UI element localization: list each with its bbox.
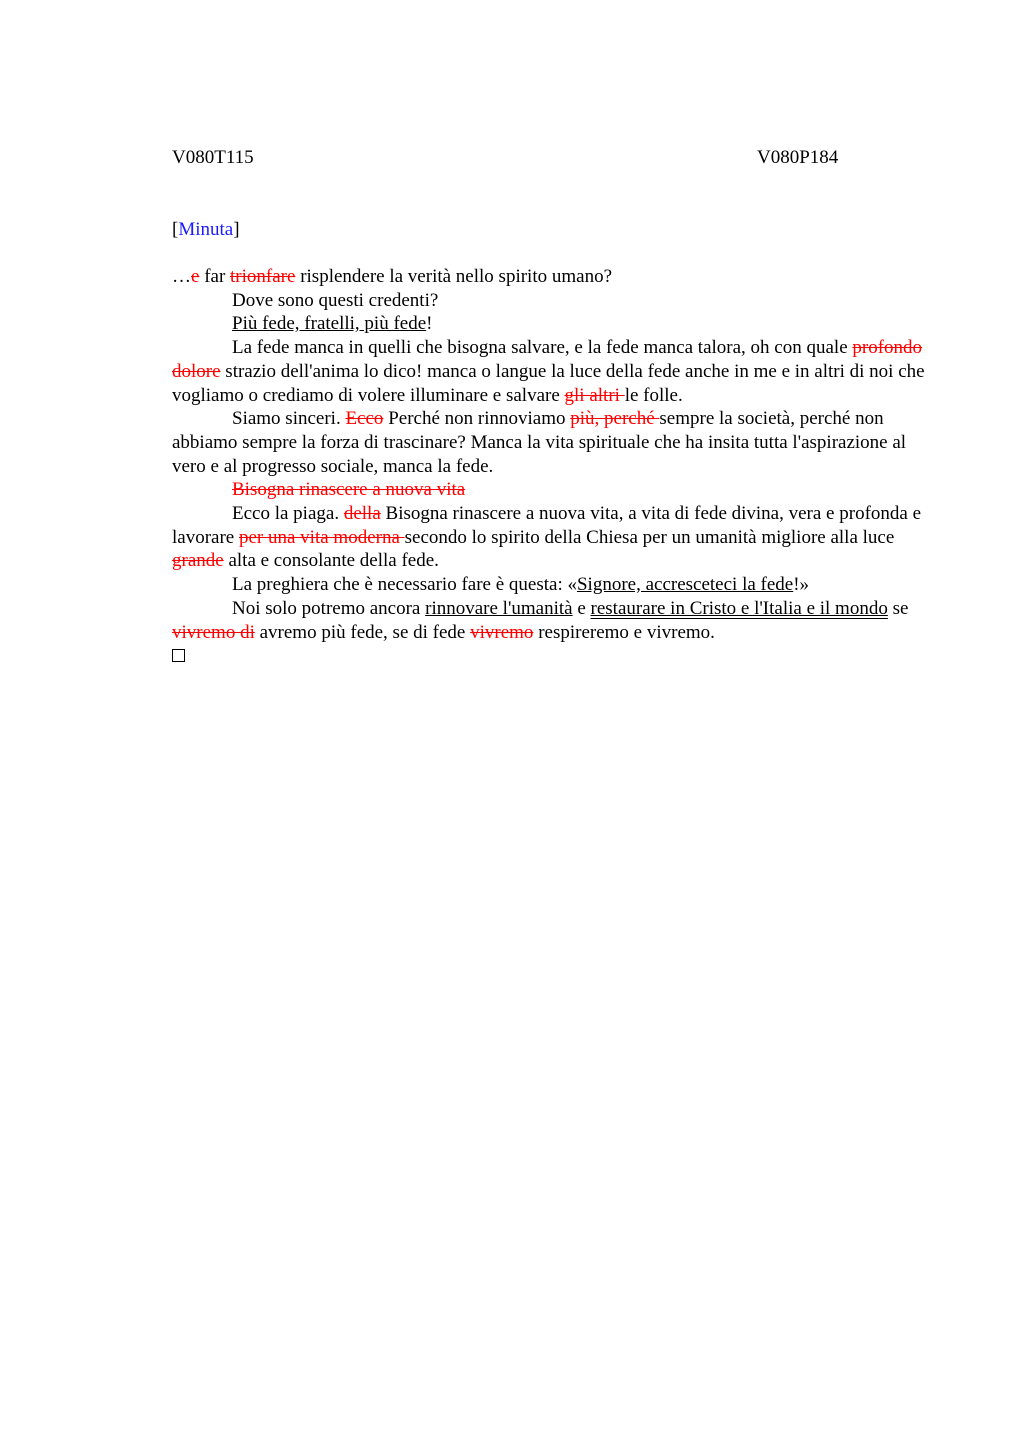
paragraph-9 — [172, 597, 932, 644]
text-run: Noi solo potremo ancora — [232, 597, 426, 619]
document-code-left: V080T115 — [172, 147, 254, 168]
deleted-text: per una vita moderna — [238, 526, 405, 548]
text-run: far — [199, 266, 231, 287]
text-run: secondo lo spirito della Chiesa per un umanità migliore alla luce — [404, 526, 895, 548]
text-run: le folle. — [624, 384, 683, 406]
deleted-text: Ecco — [345, 408, 384, 430]
text-run: ! — [426, 313, 433, 335]
end-marker-line — [172, 644, 932, 668]
underlined-text: rinnovare l'umanità — [425, 597, 573, 619]
text-run: risplendere la verità nello spirito umano? — [295, 266, 612, 287]
draft-label — [172, 218, 240, 242]
paragraph-1 — [172, 265, 932, 289]
paragraph-5 — [172, 407, 932, 478]
text-run: Bisogna rinascere a nuova vita, a vita di fede divina, vera e profonda e lavorare — [172, 503, 922, 548]
text-run: La preghiera che è necessario fare è questa: « — [232, 574, 577, 596]
double-underlined-text: restaurare in Cristo e l'Italia e il mondo — [590, 597, 888, 619]
underlined-text: Signore, accresceteci la fede — [576, 574, 794, 596]
text-run: La fede manca in quelli che bisogna salvare, e la fede manca talora, oh con quale — [232, 337, 853, 359]
text-run: avremo più fede, se di fede — [254, 621, 471, 643]
text-run: Dove sono questi credenti? — [232, 289, 439, 311]
deleted-text: grande — [172, 550, 224, 572]
text-run: sempre la società, perché non abbiamo sempre la forza di trascinare? Manca la vita spirituale che ha insita tutta l'aspirazione al vero e al progresso sociale, manca la fede. — [172, 408, 907, 477]
paragraph-2 — [172, 289, 932, 313]
deleted-text: Bisogna rinascere a nuova vita — [232, 479, 466, 501]
deleted-text: vivremo — [470, 621, 534, 643]
paragraph-7 — [172, 502, 932, 573]
deleted-text: più, perché — [570, 408, 660, 430]
paragraph-4 — [172, 336, 932, 407]
paragraph-8 — [172, 573, 932, 597]
deleted-text: trionfare — [230, 266, 296, 287]
text-run: alta e consolante della fede. — [223, 550, 439, 572]
text-run: e — [572, 597, 591, 619]
deleted-text: e — [191, 266, 200, 287]
document-body — [172, 265, 932, 668]
label-bracket-close: ] — [233, 219, 240, 240]
deleted-text: della — [343, 503, 381, 525]
deleted-text: profondo dolore — [172, 337, 923, 382]
text-run: Ecco la piaga. — [232, 503, 344, 525]
paragraph-3 — [172, 312, 932, 336]
deleted-text: gli altri — [564, 384, 625, 406]
document-code-right: V080P184 — [757, 147, 839, 168]
text-run: !» — [793, 574, 810, 596]
end-square-icon — [172, 649, 185, 662]
deleted-text: vivremo di — [172, 621, 255, 643]
paragraph-6 — [172, 478, 932, 502]
label-text: Minuta — [178, 219, 234, 240]
text-run: Siamo sinceri. — [232, 408, 346, 430]
text-run: strazio dell'anima lo dico! manca o langue la luce della fede anche in me e in altri di noi che vogliamo o crediamo di volere illuminare e salvare — [172, 360, 925, 406]
text-run: se — [887, 597, 909, 619]
text-run: Perché non rinnoviamo — [383, 408, 571, 430]
text-run: respireremo e vivremo. — [533, 621, 715, 643]
underlined-text: Più fede, fratelli, più fede — [232, 313, 427, 335]
text-run: … — [172, 266, 191, 287]
label-bracket-open: [ — [172, 219, 179, 240]
